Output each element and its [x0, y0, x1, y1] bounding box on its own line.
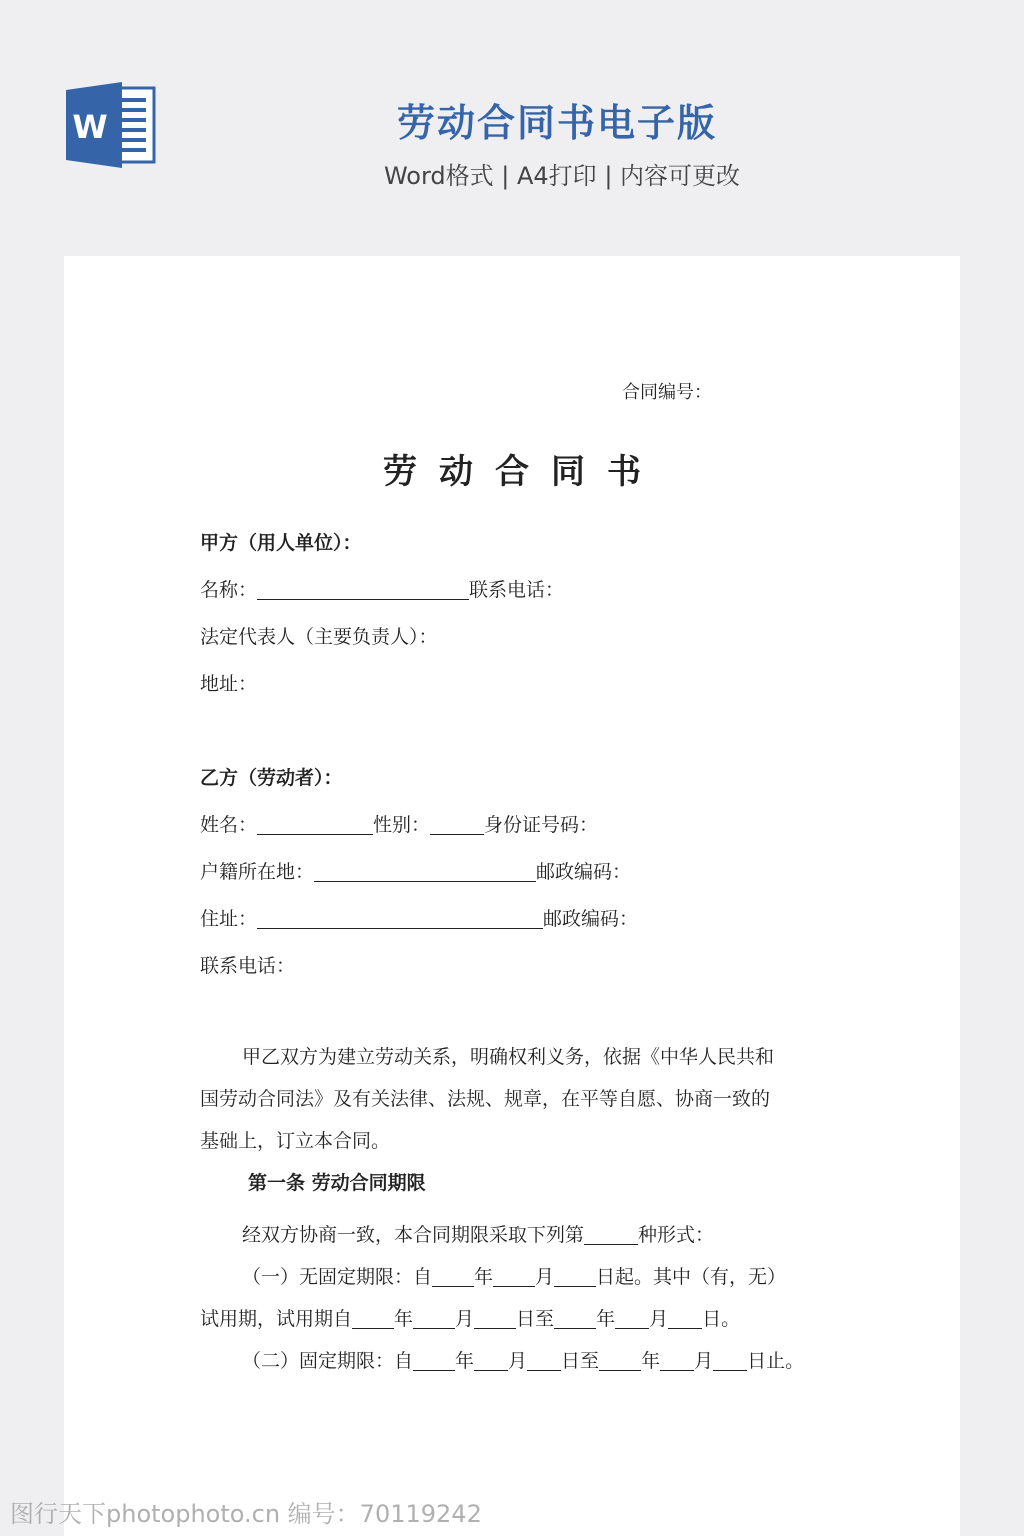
preamble-line-1: 甲乙双方为建立劳动关系，明确权利义务，依据《中华人民共和 [242, 1046, 775, 1068]
document-page [64, 256, 960, 1536]
trial-end-year-blank[interactable] [554, 1307, 596, 1329]
item2-g: 日止。 [747, 1350, 805, 1372]
item1-day-blank[interactable] [554, 1265, 596, 1287]
party-a-phone-label: 联系电话： [469, 579, 565, 601]
item2-f: 月 [694, 1350, 714, 1372]
item1-i: 年 [596, 1308, 616, 1330]
party-a-name-blank[interactable] [257, 578, 469, 600]
page-header [0, 0, 1024, 256]
item2-e: 年 [641, 1350, 661, 1372]
article-1-intro-a: 经双方协商一致，本合同期限采取下列第 [242, 1224, 585, 1246]
party-b-name-label: 姓名： [200, 814, 258, 836]
party-b-name-blank[interactable] [257, 813, 373, 835]
article-1-item-1-cont [200, 1304, 740, 1331]
item2-start-year-blank[interactable] [413, 1349, 455, 1371]
article-1-heading: 第一条 劳动合同期限 [248, 1172, 426, 1194]
party-a-address-label: 地址： [200, 673, 258, 695]
preamble-line-2: 国劳动合同法》及有关法律、法规、规章，在平等自愿、协商一致的 [200, 1088, 771, 1110]
preamble-line-3: 基础上，订立本合同。 [200, 1130, 391, 1152]
trial-end-day-blank[interactable] [668, 1307, 702, 1329]
item2-d: 日至 [561, 1350, 600, 1372]
party-b-id-label: 身份证号码： [484, 814, 599, 836]
article-1-item-2 [242, 1346, 804, 1373]
page-title: 劳动合同书电子版 [396, 101, 717, 145]
party-b-residence-row [200, 904, 638, 931]
party-b-heading: 乙方（劳动者）： [200, 767, 343, 789]
item2-b: 年 [455, 1350, 475, 1372]
item2-a: （二）固定期限：自 [242, 1350, 414, 1372]
item2-start-day-blank[interactable] [527, 1349, 561, 1371]
item1-a: （一）无固定期限：自 [242, 1266, 433, 1288]
party-b-household-label: 户籍所在地： [200, 861, 315, 883]
item1-j: 月 [649, 1308, 669, 1330]
item2-start-month-blank[interactable] [474, 1349, 508, 1371]
party-b-phone-label: 联系电话： [200, 955, 296, 977]
item1-e: 试用期，试用期自 [200, 1308, 353, 1330]
item1-k: 日。 [702, 1308, 741, 1330]
item2-c: 月 [508, 1350, 528, 1372]
item1-h: 日至 [516, 1308, 555, 1330]
page-subtitle: Word格式 | A4打印 | 内容可更改 [383, 162, 741, 190]
article-1-intro [242, 1220, 714, 1247]
item1-g: 月 [455, 1308, 475, 1330]
party-a-name-row [200, 575, 564, 602]
item1-year-blank[interactable] [432, 1265, 474, 1287]
contract-number-label: 合同编号： [622, 382, 712, 403]
trial-start-day-blank[interactable] [474, 1307, 516, 1329]
party-b-name-row [200, 810, 598, 837]
article-1-form-blank[interactable] [584, 1223, 638, 1245]
item2-end-year-blank[interactable] [599, 1349, 641, 1371]
item1-f: 年 [394, 1308, 414, 1330]
party-b-postcode-label: 邮政编码： [536, 861, 632, 883]
party-b-residence-blank[interactable] [257, 907, 543, 929]
item2-end-day-blank[interactable] [713, 1349, 747, 1371]
trial-end-month-blank[interactable] [615, 1307, 649, 1329]
party-a-heading: 甲方（用人单位）： [200, 532, 362, 554]
party-a-name-label: 名称： [200, 579, 258, 601]
party-b-household-row [200, 857, 631, 884]
item1-c: 月 [535, 1266, 555, 1288]
article-1-intro-b: 种形式： [638, 1224, 715, 1246]
party-b-household-blank[interactable] [314, 860, 536, 882]
word-icon-letter: W [72, 108, 108, 146]
party-b-gender-blank[interactable] [430, 813, 484, 835]
document-title: 劳动合同书 [383, 452, 663, 492]
trial-start-year-blank[interactable] [352, 1307, 394, 1329]
item1-month-blank[interactable] [493, 1265, 535, 1287]
party-b-gender-label: 性别： [373, 814, 431, 836]
trial-start-month-blank[interactable] [413, 1307, 455, 1329]
watermark: 图行天下photophoto.cn 编号：70119242 [10, 1500, 482, 1528]
party-a-rep-label: 法定代表人（主要负责人）： [200, 626, 438, 648]
item1-d: 日起。其中（有，无） [596, 1266, 787, 1288]
item2-end-month-blank[interactable] [660, 1349, 694, 1371]
article-1-item-1 [242, 1262, 786, 1289]
party-b-postcode-label-2: 邮政编码： [543, 908, 639, 930]
item1-b: 年 [474, 1266, 494, 1288]
party-b-residence-label: 住址： [200, 908, 258, 930]
